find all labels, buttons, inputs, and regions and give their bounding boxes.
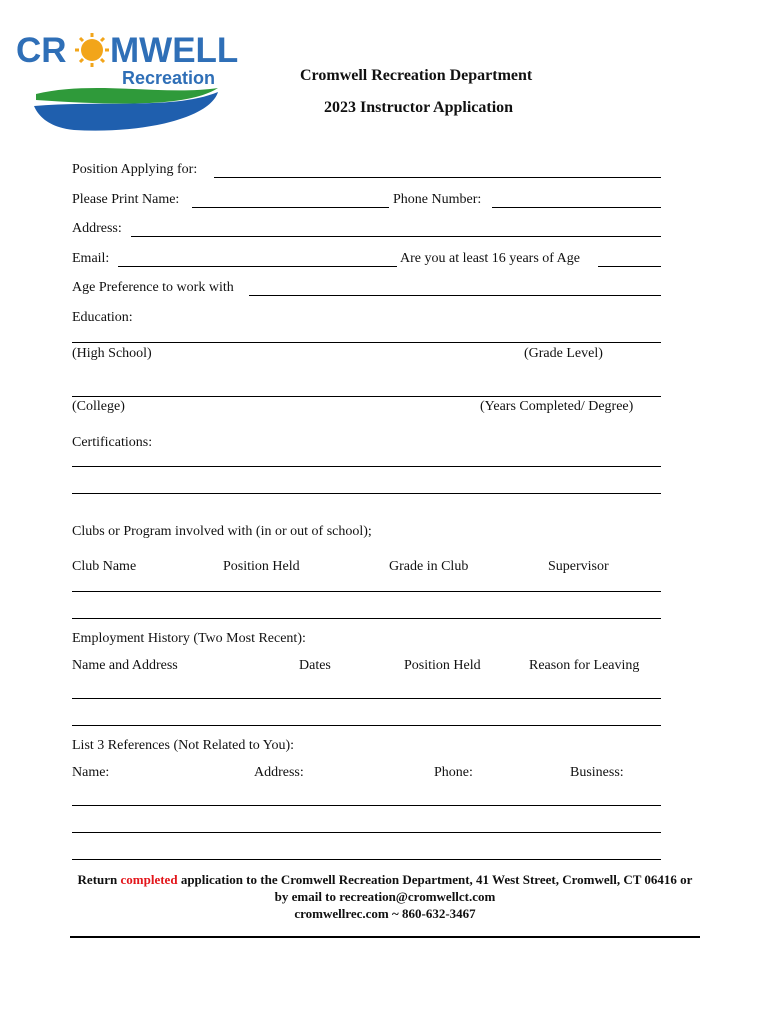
logo-text-recreation: Recreation (122, 68, 216, 88)
position-label: Position Applying for: (72, 162, 198, 177)
clubs-heading: Clubs or Program involved with (in or out of school); (72, 524, 372, 539)
clubs-field-1[interactable] (72, 591, 661, 592)
certifications-label: Certifications: (72, 435, 153, 450)
address-field[interactable] (131, 236, 661, 237)
references-field-2[interactable] (72, 832, 661, 833)
age-16-label: Are you at least 16 years of Age (400, 251, 580, 266)
name-field[interactable] (192, 207, 389, 208)
logo-text-cr: CR (16, 31, 67, 70)
department-title: Cromwell Recreation Department (300, 67, 533, 84)
position-field[interactable] (214, 177, 661, 178)
references-col-business: Business: (570, 765, 624, 780)
email-label: Email: (72, 251, 110, 266)
clubs-col-club-name: Club Name (72, 559, 137, 574)
certifications-field-1[interactable] (72, 466, 661, 467)
clubs-field-2[interactable] (72, 618, 661, 619)
logo (14, 30, 244, 140)
employment-col-dates: Dates (299, 658, 331, 673)
contact-info: cromwellrec.com ~ 860-632-3467 (294, 906, 476, 921)
return-instructions (70, 871, 700, 922)
sun-icon (75, 33, 109, 67)
address-label: Address: (72, 221, 122, 236)
employment-field-2[interactable] (72, 725, 661, 726)
references-heading: List 3 References (Not Related to You): (72, 738, 295, 753)
employment-col-name-address: Name and Address (72, 658, 178, 673)
name-label: Please Print Name: (72, 192, 180, 207)
references-col-phone: Phone: (434, 765, 473, 780)
employment-col-reason-leaving: Reason for Leaving (529, 658, 640, 673)
years-completed-label: (Years Completed/ Degree) (480, 399, 634, 414)
certifications-field-2[interactable] (72, 493, 661, 494)
references-col-address: Address: (254, 765, 304, 780)
application-title: 2023 Instructor Application (324, 99, 514, 116)
return-instructions-post: application to the Cromwell Recreation Department, 41 West Street, Cromwell, CT 06416 or by email to recreation@cromwellct.com (177, 872, 693, 904)
grade-level-label: (Grade Level) (524, 346, 603, 361)
employment-col-position-held: Position Held (404, 658, 481, 673)
references-field-1[interactable] (72, 805, 661, 806)
college-field[interactable] (72, 396, 661, 397)
high-school-field[interactable] (72, 342, 661, 343)
high-school-label: (High School) (72, 346, 152, 361)
age-preference-field[interactable] (249, 295, 661, 296)
age-16-field[interactable] (598, 266, 661, 267)
footer-rule (70, 936, 700, 938)
completed-highlight: completed (120, 872, 178, 887)
employment-field-1[interactable] (72, 698, 661, 699)
phone-field[interactable] (492, 207, 661, 208)
clubs-col-grade-in-club: Grade in Club (389, 559, 469, 574)
college-label: (College) (72, 399, 125, 414)
clubs-col-position-held: Position Held (223, 559, 300, 574)
references-field-3[interactable] (72, 859, 661, 860)
email-field[interactable] (118, 266, 397, 267)
employment-heading: Employment History (Two Most Recent): (72, 631, 306, 646)
age-preference-label: Age Preference to work with (72, 280, 234, 295)
return-instructions-pre: Return (77, 872, 121, 887)
references-col-name: Name: (72, 765, 110, 780)
clubs-col-supervisor: Supervisor (548, 559, 609, 574)
phone-label: Phone Number: (393, 192, 482, 207)
logo-graphic (14, 30, 244, 140)
education-label: Education: (72, 310, 133, 325)
logo-text-mwell: MWELL (110, 31, 239, 70)
